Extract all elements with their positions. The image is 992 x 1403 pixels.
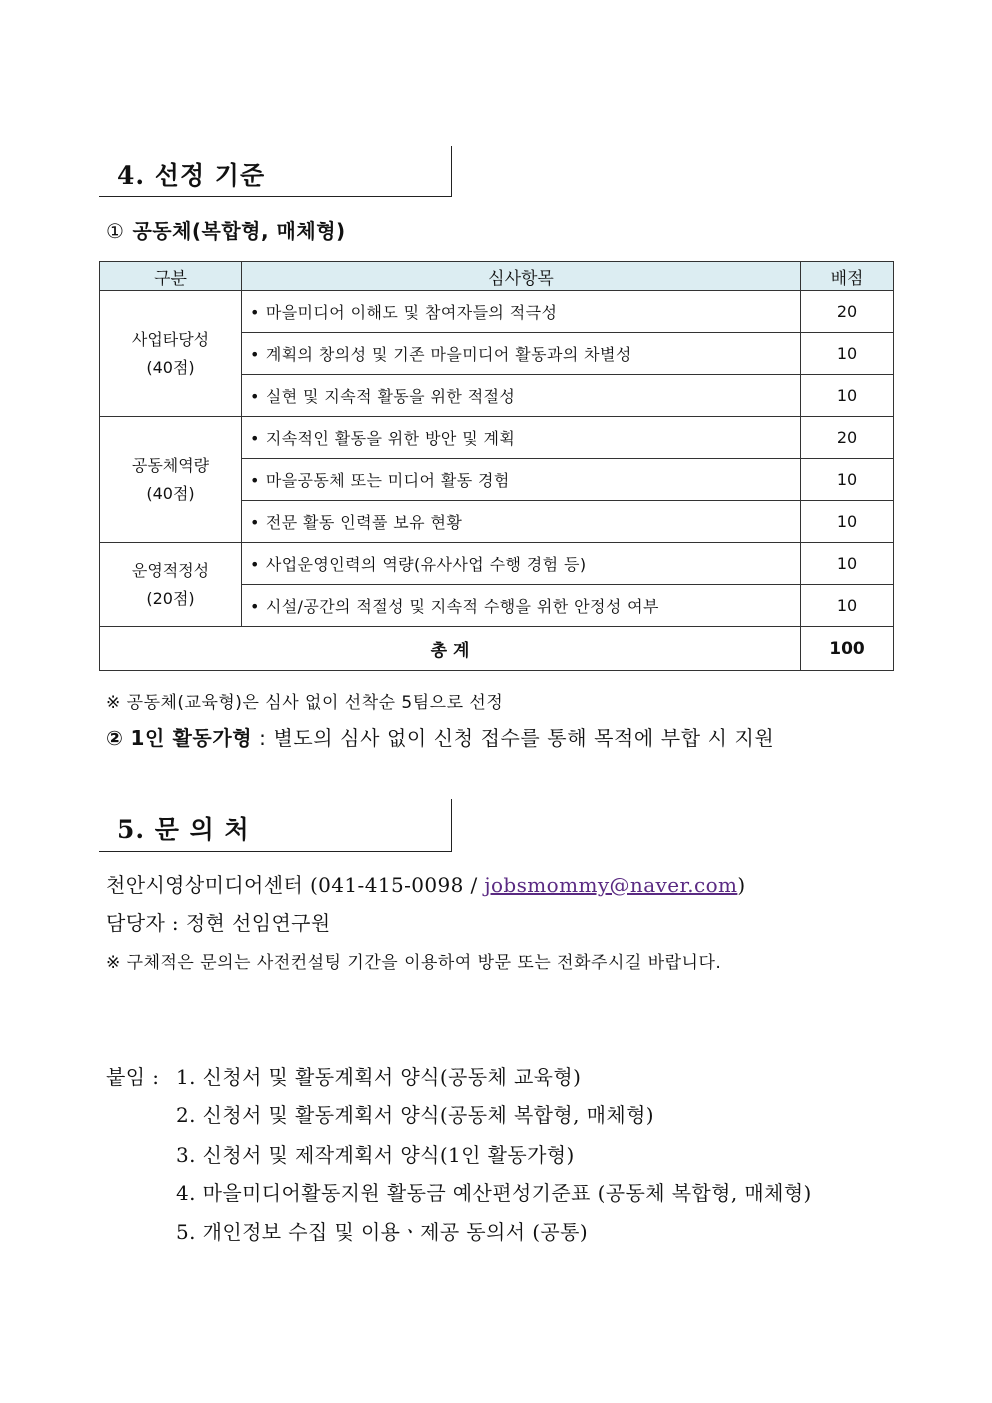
solo-activist-label: 1인 활동가형 xyxy=(130,726,253,750)
header-item: 심사항목 xyxy=(242,262,801,291)
bullet: • xyxy=(250,471,260,490)
score-cell: 10 xyxy=(801,585,894,627)
criteria-table xyxy=(99,261,894,671)
item-cell xyxy=(242,585,801,627)
score-cell: 20 xyxy=(801,291,894,333)
item-cell xyxy=(242,501,801,543)
item-text: 실현 및 지속적 활동을 위한 적절성 xyxy=(265,387,516,406)
score-cell: 10 xyxy=(801,333,894,375)
bullet: • xyxy=(250,555,260,574)
score-cell: 10 xyxy=(801,543,894,585)
header-score: 배점 xyxy=(801,262,894,291)
attachment-label: 붙임 : xyxy=(106,1065,160,1089)
score-cell: 10 xyxy=(801,375,894,417)
bullet: • xyxy=(250,345,260,364)
category-cell xyxy=(100,417,242,543)
item-text: 마을공동체 또는 미디어 활동 경험 xyxy=(265,471,510,490)
subheading-community-label: 공동체(복합형, 매체형) xyxy=(132,219,346,243)
category-cell xyxy=(100,291,242,417)
attachment-item: 3. 신청서 및 제작계획서 양식(1인 활동가형) xyxy=(176,1143,575,1167)
total-row xyxy=(100,627,894,671)
table-row xyxy=(100,417,894,459)
contact-org-text: 천안시영상미디어센터 (041-415-0098 / xyxy=(106,873,485,897)
education-type-note: ※ 공동체(교육형)은 심사 없이 선착순 5팀으로 선정 xyxy=(106,693,504,713)
section5-title: 5. 문 의 처 xyxy=(117,815,250,844)
attachment-item: 4. 마을미디어활동지원 활동금 예산편성기준표 (공동체 복합형, 매체형) xyxy=(176,1181,812,1205)
solo-activist-text: : 별도의 심사 없이 신청 접수를 통해 목적에 부합 시 지원 xyxy=(252,726,775,750)
attachment-item: 1. 신청서 및 활동계획서 양식(공동체 교육형) xyxy=(176,1065,582,1089)
category-points: (40점) xyxy=(146,483,195,503)
bullet: • xyxy=(250,513,260,532)
contact-org xyxy=(106,869,746,898)
item-cell xyxy=(242,375,801,417)
contact-person: 담당자 : 정현 선임연구원 xyxy=(106,911,331,935)
contact-note: ※ 구체적은 문의는 사전컨설팅 기간을 이용하여 방문 또는 전화주시길 바랍니다. xyxy=(106,953,722,973)
table-header-row xyxy=(100,262,894,291)
attachment-item: 2. 신청서 및 활동계획서 양식(공동체 복합형, 매체형) xyxy=(176,1103,654,1127)
item-text: 계획의 창의성 및 기존 마을미디어 활동과의 차별성 xyxy=(265,345,632,364)
score-cell: 10 xyxy=(801,501,894,543)
item-cell xyxy=(242,333,801,375)
category-cell xyxy=(100,543,242,627)
score-cell: 10 xyxy=(801,459,894,501)
item-cell xyxy=(242,291,801,333)
item-cell xyxy=(242,459,801,501)
contact-org-suffix: ) xyxy=(737,873,746,897)
item-text: 시설/공간의 적절성 및 지속적 수행을 위한 안정성 여부 xyxy=(265,597,659,616)
item-cell xyxy=(242,543,801,585)
circled-number-2: ② xyxy=(106,726,124,750)
item-text: 지속적인 활동을 위한 방안 및 계획 xyxy=(265,429,516,448)
bullet: • xyxy=(250,303,260,322)
category-name: 공동체역량 xyxy=(131,455,210,475)
header-category: 구분 xyxy=(100,262,242,291)
category-name: 운영적정성 xyxy=(131,560,210,580)
circled-number-1: ① xyxy=(106,219,125,243)
contact-email-link[interactable]: jobsmommy@naver.com xyxy=(484,873,738,897)
bullet: • xyxy=(250,597,260,616)
item-text: 마을미디어 이해도 및 참여자들의 적극성 xyxy=(265,303,558,322)
score-cell: 20 xyxy=(801,417,894,459)
category-name: 사업타당성 xyxy=(131,329,210,349)
category-points: (20점) xyxy=(146,588,195,608)
table-row xyxy=(100,543,894,585)
item-text: 사업운영인력의 역량(유사사업 수행 경험 등) xyxy=(265,555,587,574)
total-score: 100 xyxy=(801,627,894,671)
item-text: 전문 활동 인력풀 보유 현황 xyxy=(265,513,463,532)
table-row xyxy=(100,291,894,333)
item-cell xyxy=(242,417,801,459)
category-points: (40점) xyxy=(146,357,195,377)
solo-activist-line xyxy=(106,722,774,751)
bullet: • xyxy=(250,429,260,448)
section4-title: 4. 선정 기준 xyxy=(117,161,266,190)
bullet: • xyxy=(250,387,260,406)
attachment-item: 5. 개인정보 수집 및 이용ㆍ제공 동의서 (공통) xyxy=(176,1220,589,1244)
subheading-community xyxy=(106,215,346,244)
total-label: 총 계 xyxy=(100,627,801,671)
